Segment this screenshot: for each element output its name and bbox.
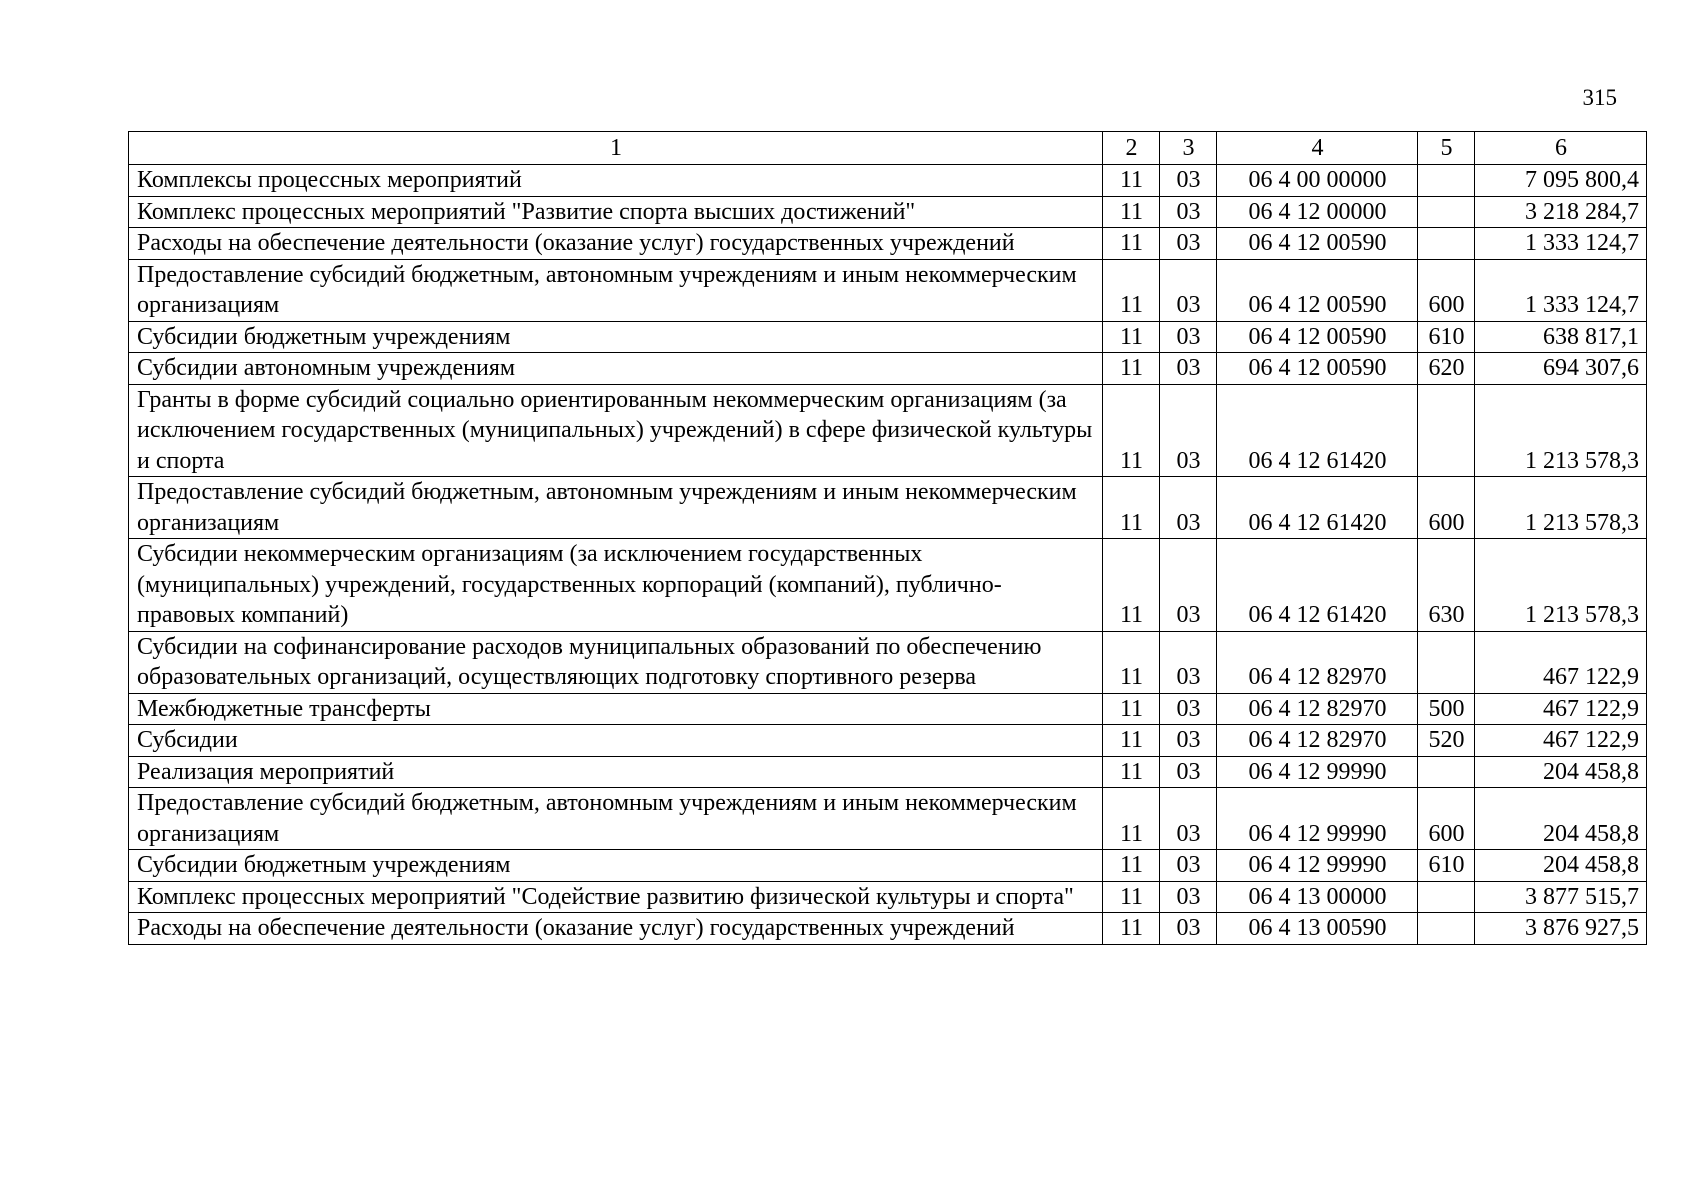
cell-sum: 467 122,9 [1475, 725, 1647, 757]
cell-sum: 1 213 578,3 [1475, 384, 1647, 477]
cell-sum: 1 213 578,3 [1475, 539, 1647, 632]
cell-name: Гранты в форме субсидий социально ориентированным некоммерческим организациям (за исключением государственных (муниципальных) учреждений) в сфере физической культуры и спорта [129, 384, 1103, 477]
cell-subsection: 03 [1160, 631, 1217, 693]
cell-target-code: 06 4 12 99990 [1217, 788, 1418, 850]
table-row [129, 196, 1647, 228]
cell-subsection: 03 [1160, 788, 1217, 850]
cell-expense-type: 610 [1418, 850, 1475, 882]
cell-sum: 467 122,9 [1475, 631, 1647, 693]
cell-expense-type: 620 [1418, 353, 1475, 385]
cell-subsection: 03 [1160, 756, 1217, 788]
cell-sum: 1 333 124,7 [1475, 259, 1647, 321]
cell-target-code: 06 4 12 99990 [1217, 756, 1418, 788]
cell-expense-type: 520 [1418, 725, 1475, 757]
cell-sum: 694 307,6 [1475, 353, 1647, 385]
cell-expense-type: 500 [1418, 693, 1475, 725]
cell-section: 11 [1103, 850, 1160, 882]
cell-target-code: 06 4 12 82970 [1217, 693, 1418, 725]
table-body [129, 165, 1647, 945]
cell-subsection: 03 [1160, 165, 1217, 197]
cell-expense-type: 600 [1418, 788, 1475, 850]
table-row [129, 881, 1647, 913]
cell-subsection: 03 [1160, 321, 1217, 353]
cell-sum: 638 817,1 [1475, 321, 1647, 353]
cell-subsection: 03 [1160, 196, 1217, 228]
cell-name: Субсидии [129, 725, 1103, 757]
cell-name: Субсидии некоммерческим организациям (за исключением государственных (муниципальных) учреждений, государственных корпораций (компаний), публично-правовых компаний) [129, 539, 1103, 632]
cell-expense-type [1418, 196, 1475, 228]
cell-expense-type [1418, 756, 1475, 788]
cell-subsection: 03 [1160, 725, 1217, 757]
cell-name: Комплексы процессных мероприятий [129, 165, 1103, 197]
table-row [129, 756, 1647, 788]
cell-target-code: 06 4 12 00590 [1217, 353, 1418, 385]
table-row [129, 850, 1647, 882]
cell-target-code: 06 4 13 00590 [1217, 913, 1418, 945]
header-cell-target-code: 4 [1217, 132, 1418, 165]
header-row [129, 132, 1647, 165]
cell-section: 11 [1103, 881, 1160, 913]
cell-expense-type [1418, 228, 1475, 260]
table-row [129, 353, 1647, 385]
cell-subsection: 03 [1160, 539, 1217, 632]
cell-sum: 7 095 800,4 [1475, 165, 1647, 197]
cell-section: 11 [1103, 725, 1160, 757]
budget-table [128, 131, 1647, 945]
cell-target-code: 06 4 12 99990 [1217, 850, 1418, 882]
cell-section: 11 [1103, 321, 1160, 353]
cell-expense-type [1418, 384, 1475, 477]
cell-subsection: 03 [1160, 881, 1217, 913]
cell-name: Комплекс процессных мероприятий "Содействие развитию физической культуры и спорта" [129, 881, 1103, 913]
cell-section: 11 [1103, 477, 1160, 539]
cell-target-code: 06 4 12 00590 [1217, 228, 1418, 260]
header-cell-sum: 6 [1475, 132, 1647, 165]
table-row [129, 228, 1647, 260]
cell-target-code: 06 4 12 82970 [1217, 631, 1418, 693]
cell-sum: 204 458,8 [1475, 756, 1647, 788]
cell-expense-type [1418, 165, 1475, 197]
table-row [129, 259, 1647, 321]
table-row [129, 913, 1647, 945]
cell-section: 11 [1103, 756, 1160, 788]
cell-target-code: 06 4 12 61420 [1217, 477, 1418, 539]
cell-name: Предоставление субсидий бюджетным, автономным учреждениям и иным некоммерческим организациям [129, 259, 1103, 321]
header-cell-section: 2 [1103, 132, 1160, 165]
cell-name: Субсидии автономным учреждениям [129, 353, 1103, 385]
cell-section: 11 [1103, 165, 1160, 197]
table-row [129, 788, 1647, 850]
cell-section: 11 [1103, 693, 1160, 725]
cell-subsection: 03 [1160, 913, 1217, 945]
cell-section: 11 [1103, 259, 1160, 321]
table-row [129, 321, 1647, 353]
cell-name: Межбюджетные трансферты [129, 693, 1103, 725]
header-cell-name: 1 [129, 132, 1103, 165]
cell-name: Предоставление субсидий бюджетным, автономным учреждениям и иным некоммерческим организациям [129, 477, 1103, 539]
table-row [129, 631, 1647, 693]
cell-section: 11 [1103, 196, 1160, 228]
cell-name: Расходы на обеспечение деятельности (оказание услуг) государственных учреждений [129, 913, 1103, 945]
table-row [129, 693, 1647, 725]
cell-sum: 1 333 124,7 [1475, 228, 1647, 260]
cell-target-code: 06 4 12 00000 [1217, 196, 1418, 228]
cell-name: Расходы на обеспечение деятельности (оказание услуг) государственных учреждений [129, 228, 1103, 260]
table-row [129, 725, 1647, 757]
cell-target-code: 06 4 12 61420 [1217, 539, 1418, 632]
table-row [129, 539, 1647, 632]
cell-expense-type: 630 [1418, 539, 1475, 632]
cell-target-code: 06 4 13 00000 [1217, 881, 1418, 913]
cell-section: 11 [1103, 631, 1160, 693]
cell-subsection: 03 [1160, 384, 1217, 477]
cell-name: Комплекс процессных мероприятий "Развитие спорта высших достижений" [129, 196, 1103, 228]
cell-name: Субсидии бюджетным учреждениям [129, 850, 1103, 882]
cell-subsection: 03 [1160, 228, 1217, 260]
cell-expense-type: 600 [1418, 259, 1475, 321]
table-row [129, 165, 1647, 197]
table-row [129, 384, 1647, 477]
cell-section: 11 [1103, 353, 1160, 385]
cell-section: 11 [1103, 539, 1160, 632]
cell-sum: 3 877 515,7 [1475, 881, 1647, 913]
cell-section: 11 [1103, 788, 1160, 850]
cell-expense-type [1418, 913, 1475, 945]
cell-target-code: 06 4 00 00000 [1217, 165, 1418, 197]
cell-subsection: 03 [1160, 353, 1217, 385]
cell-expense-type: 600 [1418, 477, 1475, 539]
cell-sum: 467 122,9 [1475, 693, 1647, 725]
cell-target-code: 06 4 12 00590 [1217, 259, 1418, 321]
cell-expense-type [1418, 881, 1475, 913]
table-row [129, 477, 1647, 539]
cell-subsection: 03 [1160, 693, 1217, 725]
cell-sum: 3 876 927,5 [1475, 913, 1647, 945]
cell-expense-type [1418, 631, 1475, 693]
cell-name: Предоставление субсидий бюджетным, автономным учреждениям и иным некоммерческим организациям [129, 788, 1103, 850]
cell-name: Реализация мероприятий [129, 756, 1103, 788]
cell-expense-type: 610 [1418, 321, 1475, 353]
cell-sum: 204 458,8 [1475, 850, 1647, 882]
cell-sum: 1 213 578,3 [1475, 477, 1647, 539]
header-cell-expense-type: 5 [1418, 132, 1475, 165]
cell-name: Субсидии на софинансирование расходов муниципальных образований по обеспечению образовательных организаций, осуществляющих подготовку спортивного резерва [129, 631, 1103, 693]
cell-subsection: 03 [1160, 850, 1217, 882]
cell-subsection: 03 [1160, 259, 1217, 321]
cell-section: 11 [1103, 384, 1160, 477]
cell-name: Субсидии бюджетным учреждениям [129, 321, 1103, 353]
header-cell-subsection: 3 [1160, 132, 1217, 165]
cell-target-code: 06 4 12 61420 [1217, 384, 1418, 477]
cell-subsection: 03 [1160, 477, 1217, 539]
cell-section: 11 [1103, 913, 1160, 945]
cell-target-code: 06 4 12 82970 [1217, 725, 1418, 757]
cell-sum: 204 458,8 [1475, 788, 1647, 850]
cell-section: 11 [1103, 228, 1160, 260]
cell-sum: 3 218 284,7 [1475, 196, 1647, 228]
cell-target-code: 06 4 12 00590 [1217, 321, 1418, 353]
page-number: 315 [1582, 85, 1617, 110]
